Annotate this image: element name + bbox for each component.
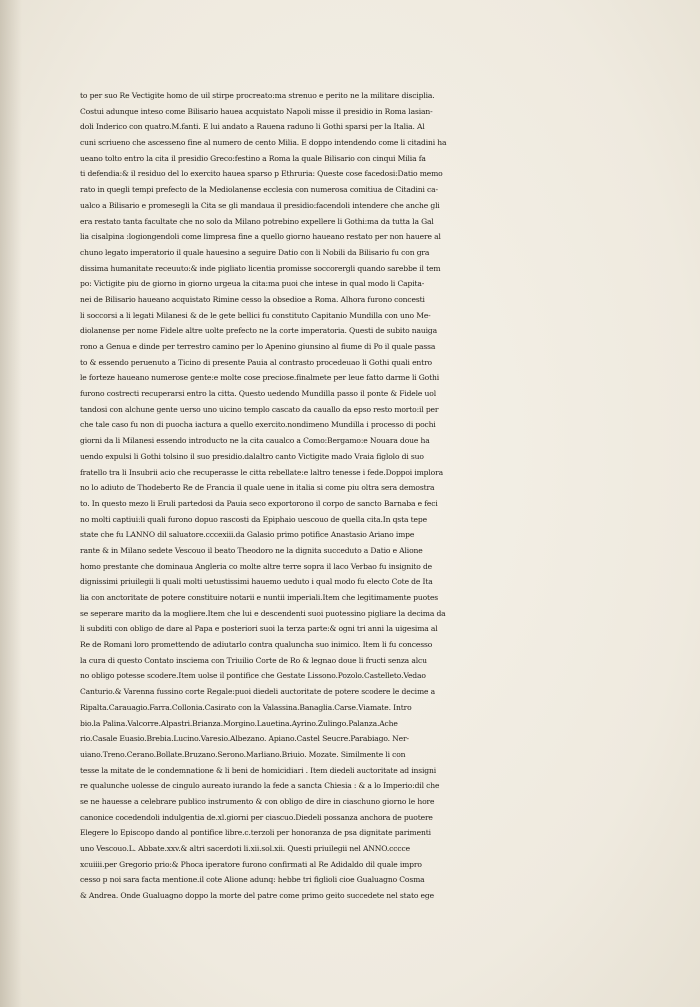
text-line: che tale caso fu non di puocha iactura a quello exercito.nondimeno Mundilla i processo di pochi — [80, 420, 436, 430]
text-line: no obligo potesse scodere.Item uolse il pontifice che Gestate Lissono.Pozolo.Castelleto.Vedao — [80, 671, 426, 681]
text-line: no molti captiui:li quali furono dopuo rascosti da Epiphaio uescouo de quella cita.In qsta tepe — [80, 514, 427, 524]
text-line: dignissimi priuilegii li quali molti uetustissimi hauemo ueduto i qual modo fu electo Cote de Ita — [80, 577, 433, 587]
text-line: & Andrea. Onde Gualuagno doppo la morte del patre come primo geito succedete nel stato ege — [80, 891, 434, 901]
text-line: uiano.Treno.Cerano.Bollate.Bruzano.Serono.Marliano.Briuio. Mozate. Similmente li con — [80, 749, 406, 759]
text-line: Elegere lo Episcopo dando al pontifice libre.c.terzoli per honoranza de psa dignitate parimenti — [80, 828, 431, 838]
text-line: xcuiiii.per Gregorio prio:& Phoca iperatore furono confirmati al Re Adidaldo dil quale impro — [80, 859, 422, 869]
text-line: rato in quegli tempi prefecto de la Mediolanense ecclesia con numerosa comitiua de Citadini ca- — [80, 185, 438, 195]
text-line: doli Inderico con quatro.M.fanti. E lui andato a Rauena raduno li Gothi sparsi per la Italia. Al — [80, 122, 425, 132]
text-line: fratello tra li Insubrii acio che recuperasse le citta rebellate:e laltro tenesse i fede.Doppoi implora — [80, 467, 443, 477]
text-line: canonice cocedendoli indulgentia de.xl.giorni per ciascuo.Diedeli possanza anchora de puotere — [80, 812, 433, 822]
text-line: uendo expulsi li Gothi tolsino il suo presidio.dalaltro canto Victigite mado Vraia figlolo di suo — [80, 451, 424, 461]
text-line: diolanense per nome Fidele altre uolte prefecto ne la corte imperatoria. Questi de subito nauiga — [80, 326, 438, 336]
text-line: cuni scriueno che ascesseno fine al numero de cento Milia. E doppo intendendo come li citadini ha — [80, 138, 447, 148]
text-line: tesse la mitate de le condemnatione & li beni de homicidiari . Item diedeli auctoritate ad insigni — [80, 765, 437, 775]
text-line: to & essendo peruenuto a Ticino di presente Pauia al contrasto procedeuao li Gothi quali entro — [80, 357, 432, 367]
text-line: se ne hauesse a celebrare publico instrumento & con obligo de dire in ciaschuno giorno le hore — [80, 796, 435, 806]
text-line: to. In questo mezo li Eruli partedosi da Pauia seco exportorono il corpo de sancto Barnaba e feci — [80, 498, 438, 508]
text-line: rio.Casale Euasio.Brebia.Lucino.Varesio.Albezano. Apiano.Castel Seucre.Parabiago. Ner- — [80, 734, 409, 744]
text-line: po: Victigite piu de giorno in giorno urgeua la cita:ma puoi che intese in qual modo li Capita- — [80, 279, 425, 289]
text-line: bio.la Palina.Valcorre.Alpastri.Brianza.Morgino.Lauetina.Ayrino.Zulingo.Palanza.Ache — [80, 718, 398, 728]
text-line: lia con anctoritate de potere constituire notarii e nuntii imperiali.Item che legitimamente puotes — [80, 593, 439, 602]
text-line: ueano tolto entro la cita il presidio Greco:festino a Roma la quale Bilisario con cinqui Milia fa — [80, 153, 426, 163]
text-line: se seperare marito da la mogliere.Item che lui e descendenti suoi puotessino pigliare la decima da — [80, 608, 446, 618]
text-line: Ripalta.Carauagio.Farra.Collonia.Casirato con la Valassina.Banaglia.Carse.Viamate. Intro — [80, 702, 412, 712]
text-line: chuno legato imperatorio il quale hauesino a seguire Datio con li Nobili da Bilisario fu con gra — [80, 247, 430, 257]
text-line: state che fu LANNO dil saluatore.cccexiii.da Galasio primo potifice Anastasio Ariano impe — [80, 530, 415, 540]
text-line: rono a Genua e dinde per terrestro camino per lo Apenino giunsino al fiume di Po il quale passa — [80, 342, 436, 351]
page-fold-shadow — [0, 0, 22, 1007]
text-line: la cura di questo Contato insciema con Triuilio Corte de Ro & legnao doue li fructi senza alcu — [80, 655, 427, 665]
text-line: cesso p noi sara facta mentione.il cote Alione adunq: hebbe tri figlioli cioe Gualuagno Cosma — [80, 875, 425, 885]
text-line: re qualunche uolesse de cingulo aureato iurando la fede a sancta Chiesia : & a lo Imperio:dil che — [80, 781, 440, 791]
text-line: Re de Romani loro promettendo de adiutarlo contra qualuncha suo inimico. Item li fu concesso — [80, 640, 433, 650]
text-line: era restato tanta facultate che no solo da Milano potrebino expellere li Gothi:ma da tutta la Gal — [80, 216, 434, 226]
text-line: homo prestante che dominaua Angleria co molte altre terre sopra il laco Verbao fu insignito de — [80, 561, 433, 571]
text-line: dissima humanitate receuuto:& inde pigliato licentia promisse soccorergli quando sarebbe il tem — [80, 263, 441, 273]
text-column — [80, 88, 528, 904]
text-line: to per suo Re Vectigite homo de uil stirpe procreato:ma strenuo e perito ne la militare disciplia. — [80, 91, 435, 100]
text-line: ti defendia:& il residuo del lo exercito hauea sparso p Ethruria: Queste cose facedosi:Datio memo — [80, 169, 443, 179]
text-line: le forteze haueano numerose gente:e molte cose preciose.finalmete per leue fatto darme li Gothi — [80, 373, 440, 383]
text-line: uno Vescouo.L. Abbate.xxv.& altri sacerdoti li.xii.sol.xii. Questi priuilegii nel ANNO.cccce — [80, 844, 410, 853]
text-line: li subditi con obligo de dare al Papa e posteriori suoi la terza parte:& ogni tri anni la uigesima al — [80, 624, 438, 634]
text-line: lia cisalpina :logiongendoli come limpresa fine a quello giorno haueano restato per non hauere al — [80, 232, 441, 242]
text-line: no lo adiuto de Thodeberto Re de Francia il quale uene in italia si come piu oltra sera demostra — [80, 483, 435, 493]
text-line: tandosi con alchune gente uerso uno uicino templo cascato da cauallo da epso resto morto:il per — [80, 404, 439, 414]
text-line: giorni da li Milanesi essendo introducto ne la cita caualco a Como:Bergamo:e Nouara doue ha — [80, 436, 430, 446]
text-line: nei de Bilisario haueano acquistato Rimine cesso la obsedioe a Roma. Alhora furono concesti — [80, 294, 425, 304]
text-line: furono costrecti recuperarsi entro la citta. Questo uedendo Mundilla passo il ponte & Fidele uol — [80, 389, 436, 399]
text-line: rante & in Milano sedete Vescouo il beato Theodoro ne la dignita succeduto a Datio e Alione — [80, 545, 423, 555]
text-line: Canturio.& Varenna fussino corte Regale:puoi diedeli auctoritate de potere scodere le decime a — [80, 687, 435, 697]
text-line: li soccorsi a li legati Milanesi & de le gete bellici fu constituto Capitanio Mundilla con uno Me- — [80, 310, 431, 320]
text-line: Costui adunque inteso come Bilisario hauea acquistato Napoli misse il presidio in Roma lasian- — [80, 106, 433, 116]
text-line: ualco a Bilisario e promesegli la Cita se gli mandaua il presidio:facendoli intendere che anche gli — [80, 200, 440, 210]
